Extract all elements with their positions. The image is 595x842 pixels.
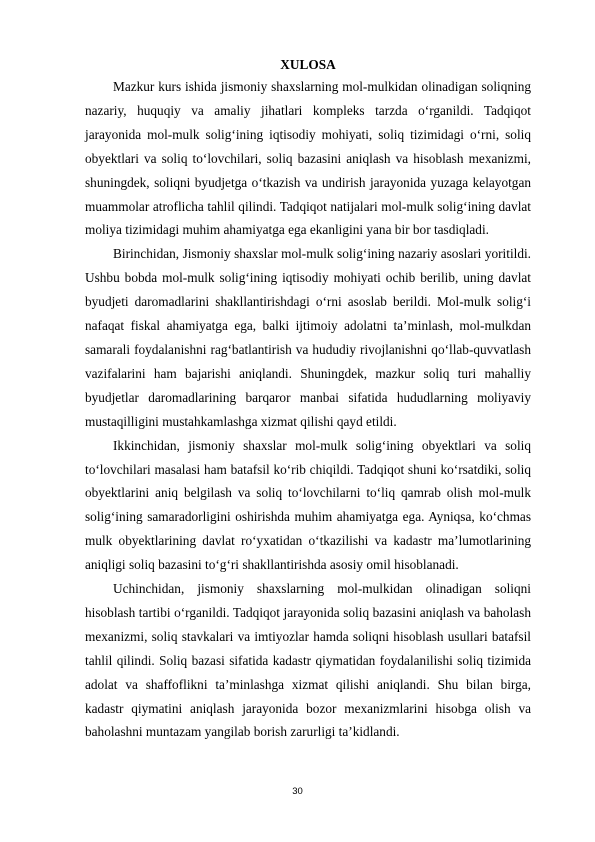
paragraph-second: Ikkinchidan, jismoniy shaxslar mol-mulk solig‘ining obyektlari va soliq to‘lovchilari masalasi ham batafsil ko‘rib chiqildi. Tadqiqot shuni ko‘rsatdiki, soliq obyektlarini aniq belgilash va soliq to‘lovchilarni to‘liq qamrab olish mol-mulk solig‘ining samaradorligini oshirishda muhim ahamiyatga ega. Ayniqsa, ko‘chmas mulk obyektlarining davlat ro‘yxatidan o‘tkazilishi va kadastr ma’lumotlarining aniqligi soliq bazasini to‘g‘ri shakllantirishda asosiy omil hisoblanadi. <box>85 437 531 573</box>
paragraph-intro: Mazkur kurs ishida jismoniy shaxslarning mol-mulkidan olinadigan soliqning nazariy, huquqiy va amaliy jihatlari kompleks tarzda o‘rganildi. Tadqiqot jarayonida mol-mulk solig‘ining iqtisodiy mohiyati, soliq tizimidagi o‘rni, soliq obyektlari va soliq to‘lovchilari, soliq bazasini aniqlash va hisoblash mexanizmi, shuningdek, soliqni byudjetga o‘tkazish va undirish jarayonida yuzaga kelayotgan muammolar atroflicha tahlil qilindi. Tadqiqot natijalari mol-mulk solig‘ining davlat moliya tizimidagi muhim ahamiyatga ega ekanligini yana bir bor tasdiqladi. <box>85 79 531 238</box>
document-page <box>85 56 531 744</box>
page-number: 30 <box>292 786 303 797</box>
paragraph-third: Uchinchidan, jismoniy shaxslarning mol-mulkidan olinadigan soliqni hisoblash tartibi o‘rganildi. Tadqiqot jarayonida soliq bazasini aniqlash va baholash mexanizmi, soliq stavkalari va imtiyozlar hamda soliqni hisoblash usullari batafsil tahlil qilindi. Soliq bazasi sifatida kadastr qiymatidan foydalanilishi soliq tizimida adolat va shaffoflikni ta’minlashga xizmat qilishi aniqlandi. Shu bilan birga, kadastr qiymatini aniqlash jarayonida bozor mexanizmlarini hisobga olish va baholashni muntazam yangilab borish zarurligi ta’kidlandi. <box>85 581 531 740</box>
section-title: XULOSA <box>280 57 336 72</box>
paragraph-first: Birinchidan, Jismoniy shaxslar mol-mulk solig‘ining nazariy asoslari yoritildi. Ushbu bobda mol-mulk solig‘ining iqtisodiy mohiyati ochib berilib, uning davlat byudjeti daromadlarini shakllantirishdagi o‘rni asoslab berildi. Mol-mulk solig‘i nafaqat fiskal ahamiyatga ega, balki ijtimoiy adolatni ta’minlash, mol-mulkdan samarali foydalanishni rag‘batlantirish va hududiy rivojlanishni qo‘llab-quvvatlash vazifalarini ham bajarishi aniqlandi. Shuningdek, mazkur soliq turi mahalliy byudjetlar daromadlarining barqaror manbai sifatida hududlarning moliyaviy mustaqilligini mustahkamlashga xizmat qilishi qayd etildi. <box>85 246 531 429</box>
